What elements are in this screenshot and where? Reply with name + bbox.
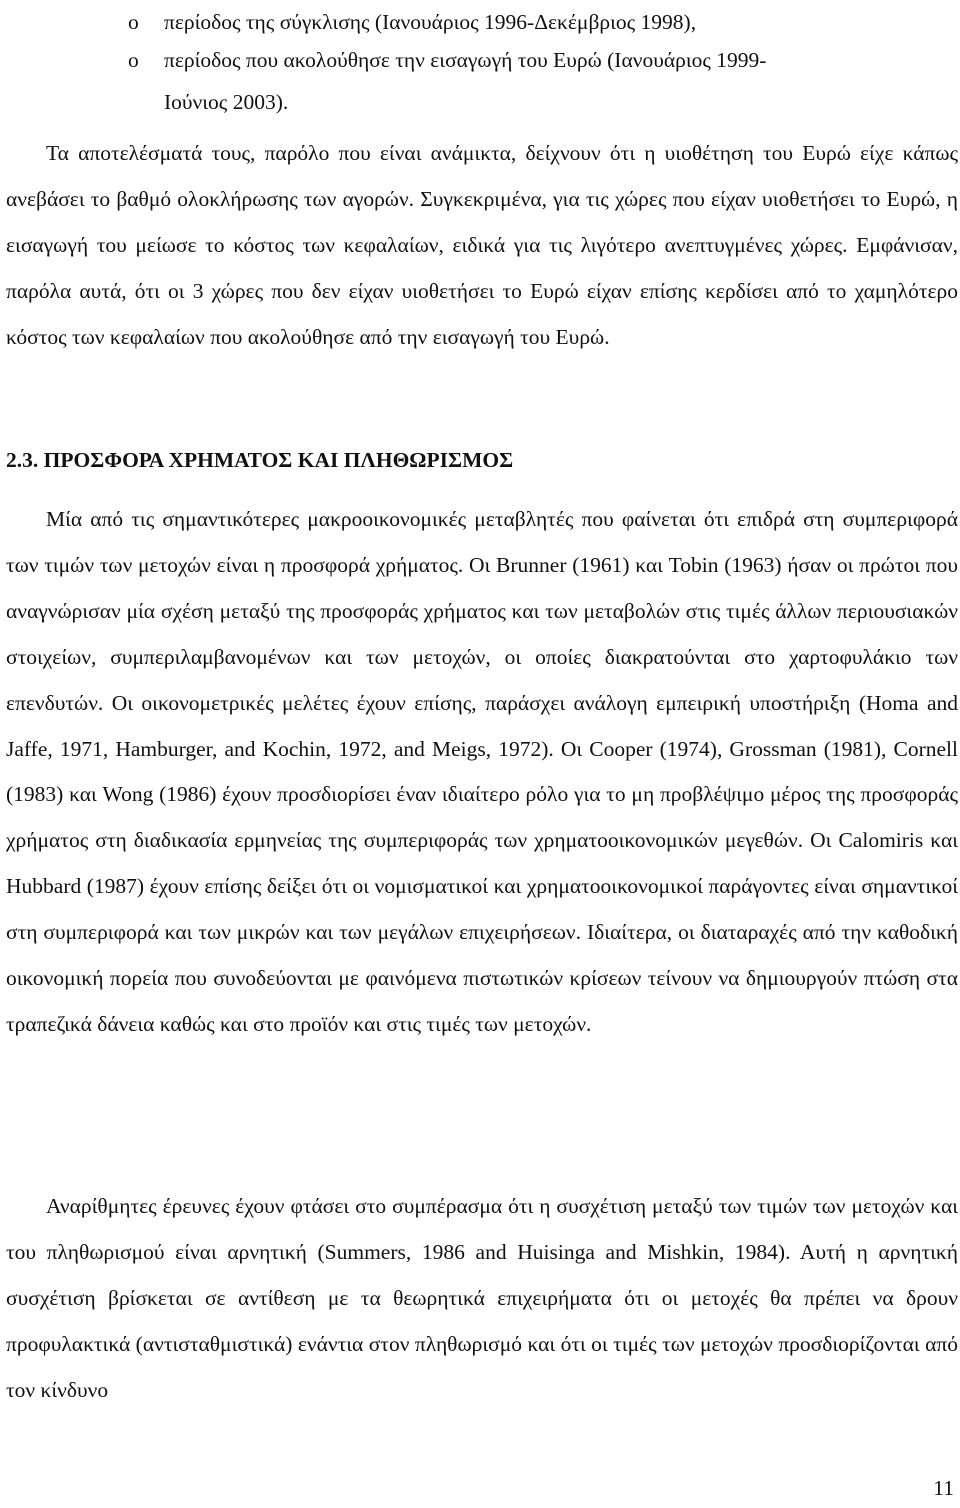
bullet-marker: o (128, 48, 139, 72)
page-number: 11 (933, 1476, 954, 1500)
bullet-marker: o (128, 10, 139, 34)
bullet-text: Ιούνιος 2003). (164, 90, 289, 114)
paragraph-euro-integration: Τα αποτελέσματά τους, παρόλο που είναι ανάμικτα, δείχνουν ότι η υιοθέτηση του Ευρώ είχε κάπως ανεβάσει το βαθμό ολοκλήρωσης των αγορών. Συγκεκριμένα, για τις χώρες που είχαν υιοθετήσει το Ευρώ, η εισαγωγή του μείωσε το κόστος των κεφαλαίων, ειδικά για τις λιγότερο ανεπτυγμένες χώρες. Εμφάνισαν, παρόλα αυτά, ότι οι 3 χώρες που δεν είχαν υιοθετήσει το Ευρώ είχαν επίσης κερδίσει από το χαμηλότερο κόστος των κεφαλαίων που ακολούθησε από την εισαγωγή του Ευρώ. (6, 141, 958, 349)
paragraph-money-supply: Μία από τις σημαντικότερες μακροοικονομικές μεταβλητές που φαίνεται ότι επιδρά στη συμπεριφορά των τιμών των μετοχών είναι η προσφορά χρήματος. Οι Brunner (1961) και Tobin (1963) ήσαν οι πρώτοι που αναγνώρισαν μία σχέση μεταξύ της προσφοράς χρήματος και των μεταβολών στις τιμές άλλων περιουσιακών στοιχείων, συμπεριλαμβανομένων και των μετοχών, οι οποίες διακρατούνται στο χαρτοφυλάκιο των επενδυτών. Οι οικονομετρικές μελέτες έχουν επίσης, παράσχει ανάλογη εμπειρική υποστήριξη (Homa and Jaffe, 1971, Hamburger, and Kochin, 1972, and Meigs, 1972). Οι Cooper (1974), Grossman (1981), Cornell (1983) και Wong (1986) έχουν προσδιορίσει έναν ιδιαίτερο ρόλο για το μη προβλέψιμο μέρος της προσφοράς χρήματος στη διαδικασία ερμηνείας της συμπεριφοράς των χρηματοοικονομικών μεγεθών. Οι Calomiris και Hubbard (1987) έχουν επίσης δείξει ότι οι νομισματικοί και χρηματοοικονομικοί παράγοντες είναι σημαντικοί στη συμπεριφορά και των μικρών και των μεγάλων επιχειρήσεων. Ιδιαίτερα, οι διαταραχές από την καθοδική οικονομική πορεία που συνοδεύονται με φαινόμενα πιστωτικών κρίσεων τείνουν να δημιουργούν πτώση στα τραπεζικά δάνεια καθώς και στο προϊόν και στις τιμές των μετοχών. (6, 507, 958, 1036)
bullet-text: περίοδος της σύγκλισης (Ιανουάριος 1996-Δεκέμβριος 1998), (164, 10, 697, 34)
paragraph-inflation: Αναρίθμητες έρευνες έχουν φτάσει στο συμπέρασμα ότι η συσχέτιση μεταξύ των τιμών των μετοχών και του πληθωρισμού είναι αρνητική (Summers, 1986 and Huisinga and Mishkin, 1984). Αυτή η αρνητική συσχέτιση βρίσκεται σε αντίθεση με τα θεωρητικά επιχειρήματα ότι οι μετοχές θα πρέπει να δρουν προφυλακτικά (αντισταθμιστικά) ενάντια στον πληθωρισμό και ότι οι τιμές των μετοχών προσδιορίζονται από τον κίνδυνο (6, 1194, 958, 1402)
bullet-text: περίοδος που ακολούθησε την εισαγωγή του Ευρώ (Ιανουάριος 1999- (164, 48, 767, 72)
section-heading: 2.3. ΠΡΟΣΦΟΡΑ ΧΡΗΜΑΤΟΣ ΚΑΙ ΠΛΗΘΩΡΙΣΜΟΣ (6, 448, 514, 472)
